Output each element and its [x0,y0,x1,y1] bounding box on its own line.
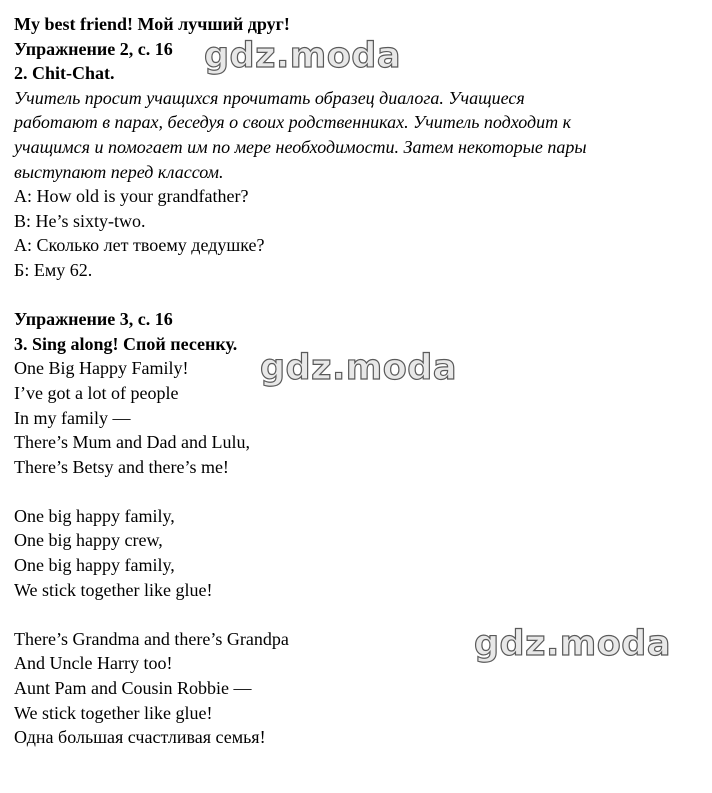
exercise-2-heading: Упражнение 2, с. 16 [14,38,173,59]
song-line: Одна большая счастливая семья! [14,727,266,748]
song-line: There’s Mum and Dad and Lulu, [14,432,250,453]
watermark: gdz.moda [260,348,457,388]
watermark: gdz.moda [474,624,671,664]
song-line: One big happy crew, [14,530,163,551]
song-line: We stick together like glue! [14,702,213,723]
dialogue-line: Б: Ему 62. [14,259,93,280]
song-line: I’ve got a lot of people [14,382,179,403]
song-line: One big happy family, [14,505,175,526]
exercise-2-subheading: 2. Chit-Chat. [14,63,115,84]
spacer [14,602,712,627]
song-line: And Uncle Harry too! [14,653,173,674]
instruction-line: учащимся и помогает им по мере необходимости. Затем некоторые пары [14,136,587,157]
dialogue-line: B: He’s sixty-two. [14,210,146,231]
exercise-3-subheading: 3. Sing along! Спой песенку. [14,333,238,354]
spacer [14,479,712,504]
song-line: There’s Grandma and there’s Grandpa [14,628,289,649]
instruction-line: Учитель просит учащихся прочитать образец диалога. Учащиеся [14,87,525,108]
dialogue-line: А: Сколько лет твоему дедушке? [14,235,265,256]
instruction-line: выступают перед классом. [14,161,224,182]
song-line: We stick together like glue! [14,579,213,600]
song-line: There’s Betsy and there’s me! [14,456,229,477]
document-title: My best friend! Мой лучший друг! [14,14,290,34]
song-line: One Big Happy Family! [14,358,189,379]
song-line: One big happy family, [14,555,175,576]
spacer [14,283,712,308]
dialogue-line: A: How old is your grandfather? [14,186,249,207]
song-line: In my family — [14,407,131,428]
instruction-line: работают в парах, беседуя о своих родственниках. Учитель подходит к [14,112,572,133]
watermark: gdz.moda [204,36,401,76]
exercise-3-heading: Упражнение 3, с. 16 [14,309,173,330]
song-line: Aunt Pam and Cousin Robbie — [14,678,252,699]
